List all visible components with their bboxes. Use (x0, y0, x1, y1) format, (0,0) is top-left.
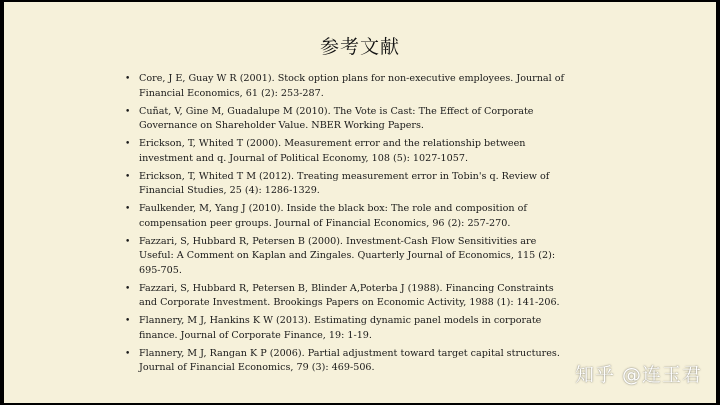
reference-item (125, 137, 625, 166)
reference-line: Erickson, T, Whited T (2000). Measurement error and the relationship between (139, 138, 526, 149)
reference-line: Fazzari, S, Hubbard R, Petersen B, Blinder A,Poterba J (1988). Financing Constraints (139, 282, 554, 294)
reference-line: Journal of Financial Economics, 79 (3): 469-506. (139, 362, 375, 373)
bullet-icon: • (125, 316, 131, 326)
reference-line: investment and q. Journal of Political Economy, 108 (5): 1027-1057. (139, 152, 469, 164)
reference-line: Flannery, M J, Hankins K W (2013). Estimating dynamic panel models in corporate (139, 315, 542, 326)
reference-item (125, 72, 625, 101)
watermark: 知乎 @连玉君 (574, 364, 702, 386)
reference-line: Financial Economics, 61 (2): 253-287. (139, 87, 324, 99)
reference-line: Useful: A Comment on Kaplan and Zingales. Quarterly Journal of Economics, 115 (2): (139, 250, 556, 261)
reference-line: and Corporate Investment. Brookings Papers on Economic Activity, 1988 (1): 141-206. (139, 297, 560, 308)
slide-title: 参考文献 (319, 36, 400, 58)
reference-line: Governance on Shareholder Value. NBER Working Papers. (139, 120, 424, 131)
bullet-icon: • (125, 236, 131, 247)
reference-line: Fazzari, S, Hubbard R, Petersen B (2000). Investment-Cash Flow Sensitivities are (139, 235, 537, 247)
bullet-icon: • (125, 74, 131, 84)
bullet-icon: • (125, 106, 131, 117)
reference-line: Faulkender, M, Yang J (2010). Inside the black box: The role and composition of (139, 203, 527, 214)
bullet-icon: • (125, 283, 131, 294)
reference-item (125, 202, 625, 231)
slide (4, 2, 716, 403)
reference-item (125, 282, 625, 311)
bullet-icon: • (125, 204, 131, 214)
reference-line: Cuñat, V, Gine M, Guadalupe M (2010). The Vote is Cast: The Effect of Corporate (139, 105, 534, 117)
reference-line: finance. Journal of Corporate Finance, 19: 1-19. (139, 329, 372, 341)
bullet-icon: • (125, 139, 131, 149)
reference-item (125, 347, 625, 376)
bullet-icon: • (125, 348, 131, 359)
reference-line: 695-705. (139, 264, 182, 276)
reference-item (125, 314, 625, 343)
reference-line: Erickson, T, Whited T M (2012). Treating measurement error in Tobin's q. Review of (139, 170, 550, 182)
reference-line: Flannery, M J, Rangan K P (2006). Partial adjustment toward target capital structures. (139, 347, 560, 359)
reference-item (125, 170, 625, 199)
bullet-icon: • (125, 171, 131, 182)
reference-item (125, 235, 625, 279)
reference-item (125, 105, 625, 134)
reference-line: compensation peer groups. Journal of Financial Economics, 96 (2): 257-270. (139, 217, 511, 229)
reference-list (125, 72, 625, 379)
reference-line: Core, J E, Guay W R (2001). Stock option plans for non-executive employees. Journal of (139, 73, 565, 84)
reference-line: Financial Studies, 25 (4): 1286-1329. (139, 185, 320, 196)
